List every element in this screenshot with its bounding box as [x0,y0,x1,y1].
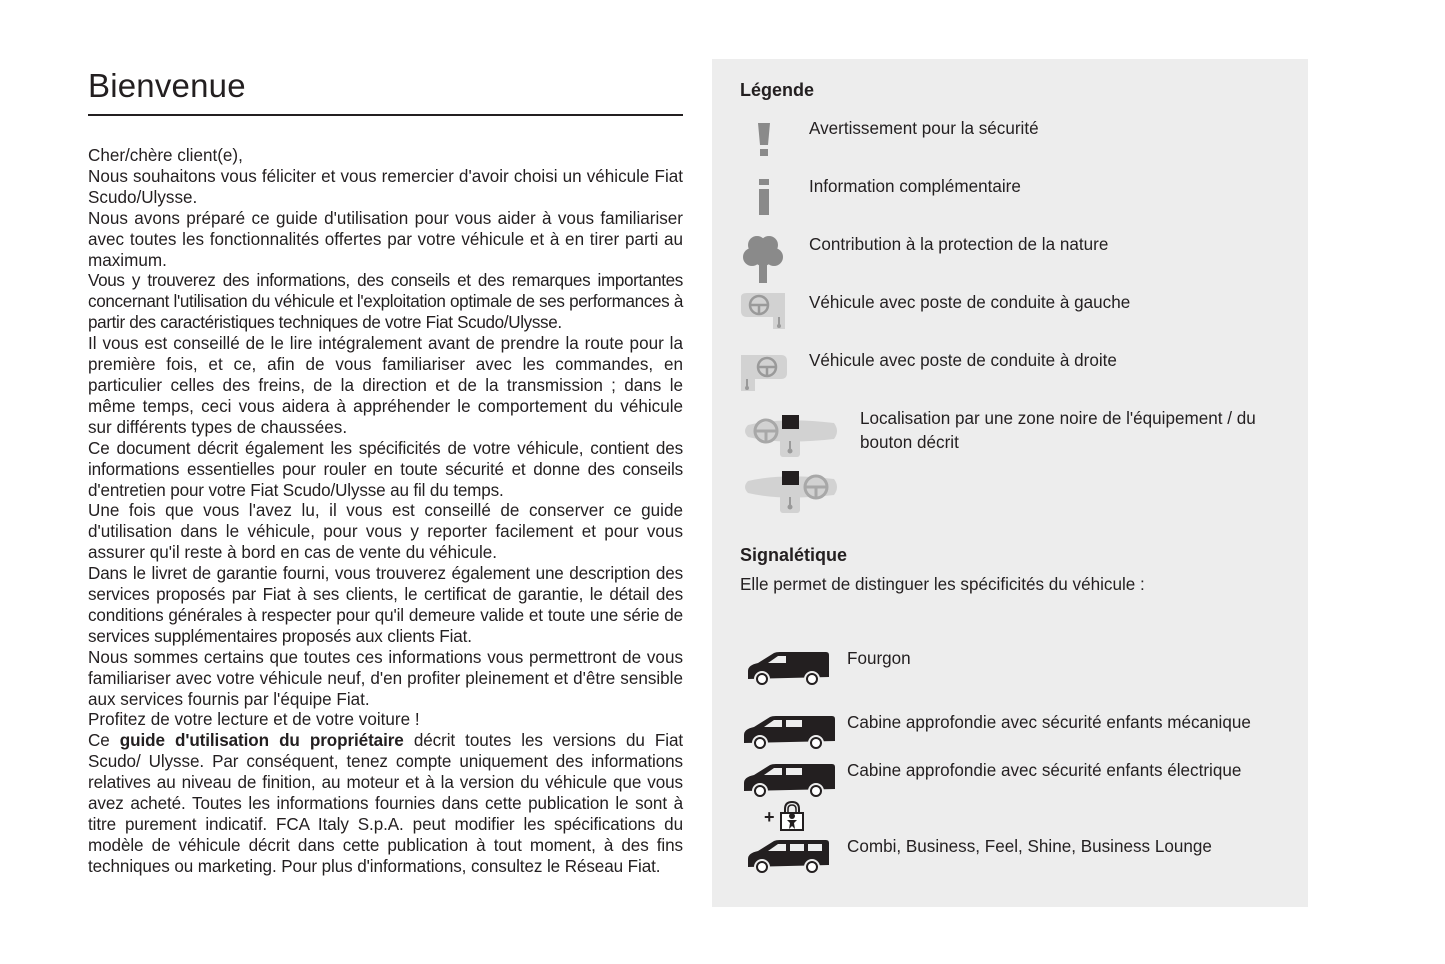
paragraph: Nous souhaitons vous féliciter et vous remercier d'avoir choisi un véhicule Fiat Scudo/Ulysse. [88,166,683,207]
location-zone-icon-rhd [742,469,840,513]
paragraph: Il vous est conseillé de le lire intégralement avant de prendre la route pour la première fois, et ce, afin de vous familiariser avec les commandes, en particulier celles des freins, de la direction et de la transmission ; dans le même temps, ceci vous aidera à appréhender le comportement du véhicule sur différents types de chaussées. [88,334,683,437]
signaletique-subtitle: Elle permet de distinguer les spécificités du véhicule : [740,575,1145,594]
vehicle-type-label: Cabine approfondie avec sécurité enfants électrique [847,761,1242,780]
warning-icon [756,123,772,157]
paragraph: Profitez de votre lecture et de votre voiture ! [88,710,420,730]
welcome-text [88,146,683,878]
legend-heading: Légende [740,80,815,100]
paragraph: Vous y trouverez des informations, des conseils et des remarques importantes concernant l'utilisation du véhicule et l'exploitation optimale de ses performances à partir des caractéristiques techniques de votre Fiat Scudo/Ulysse. [88,271,683,333]
paragraph: Cher/chère client(e), [88,146,243,165]
van-icon [746,649,832,689]
combi-icon [746,837,832,877]
plus-sign: + [764,807,775,827]
right-hand-drive-icon [739,353,789,393]
text-fragment: Ce [88,731,120,751]
legend-panel [712,59,1308,907]
vehicle-type-label: Combi, Business, Feel, Shine, Business Lounge [847,837,1212,856]
paragraph-disclaimer [88,731,683,877]
legend-label: Localisation par une zone noire de l'équipement / du bouton décrit [860,409,1256,452]
page-title: Bienvenue [88,67,246,104]
signaletique-heading: Signalétique [740,545,848,565]
paragraph: Nous sommes certains que toutes ces informations vous permettront de vous familiariser avec votre véhicule neuf, d'en profiter pleinement et d'être sensible aux services fournis par l'équipe Fiat. [88,647,683,709]
info-icon [758,179,770,215]
tree-icon [743,235,783,283]
vehicle-type-label: Fourgon [847,649,911,668]
legend-label: Avertissement pour la sécurité [809,119,1039,138]
legend-label: Information complémentaire [809,177,1021,196]
paragraph: Ce document décrit également les spécificités de votre véhicule, contient des informations essentielles pour rouler en toute sécurité et donne des conseils d'entretien pour votre Fiat Scudo/Ulysse au fil du temps. [88,438,683,500]
bold-owner-guide: guide d'utilisation du propriétaire [119,731,404,751]
text-fragment: décrit toutes les versions du Fiat Scudo/ Ulysse. Par conséquent, tenez compte uniquement des informations relatives au niveau de finition, au moteur et à la version du véhicule que vous avez acheté. Toutes les informations fournies dans cette publication le sont à titre purement indicatif. FCA Italy S.p.A. peut modifier les spécifications du modèle de véhicule décrit dans cette publication à tout moment, à des fins techniques ou marketing. Pour plus d'informations, consultez le Réseau Fiat. [88,731,683,876]
paragraph: Une fois que vous l'avez lu, il vous est conseillé de conserver ce guide d'utilisation dans le véhicule, pour vous y reporter facilement et pour vous assurer qu'il reste à bord en cas de vente du véhicule. [88,501,683,563]
legend-label: Véhicule avec poste de conduite à gauche [809,293,1131,312]
vehicle-type-label: Cabine approfondie avec sécurité enfants mécanique [847,713,1251,732]
location-zone-icon-lhd [742,413,840,457]
legend-label: Contribution à la protection de la nature [809,235,1109,254]
paragraph: Dans le livret de garantie fourni, vous trouverez également une description des services proposés par Fiat à ses clients, le certificat de garantie, le détail des conditions générales à respecter pour qu'il demeure valide et toute une série de services supplémentaires proposés aux clients Fiat. [88,564,683,646]
title-divider [88,114,683,116]
welcome-column [88,64,683,878]
left-hand-drive-icon [739,291,789,331]
child-lock-icon [780,801,804,831]
crew-cab-icon [742,713,838,753]
crew-cab-icon [742,761,838,801]
paragraph: Nous avons préparé ce guide d'utilisation pour vous aider à vous familiariser avec toutes les fonctionnalités offertes par votre véhicule et à en tirer parti au maximum. [88,208,683,270]
legend-label: Véhicule avec poste de conduite à droite [809,351,1117,370]
